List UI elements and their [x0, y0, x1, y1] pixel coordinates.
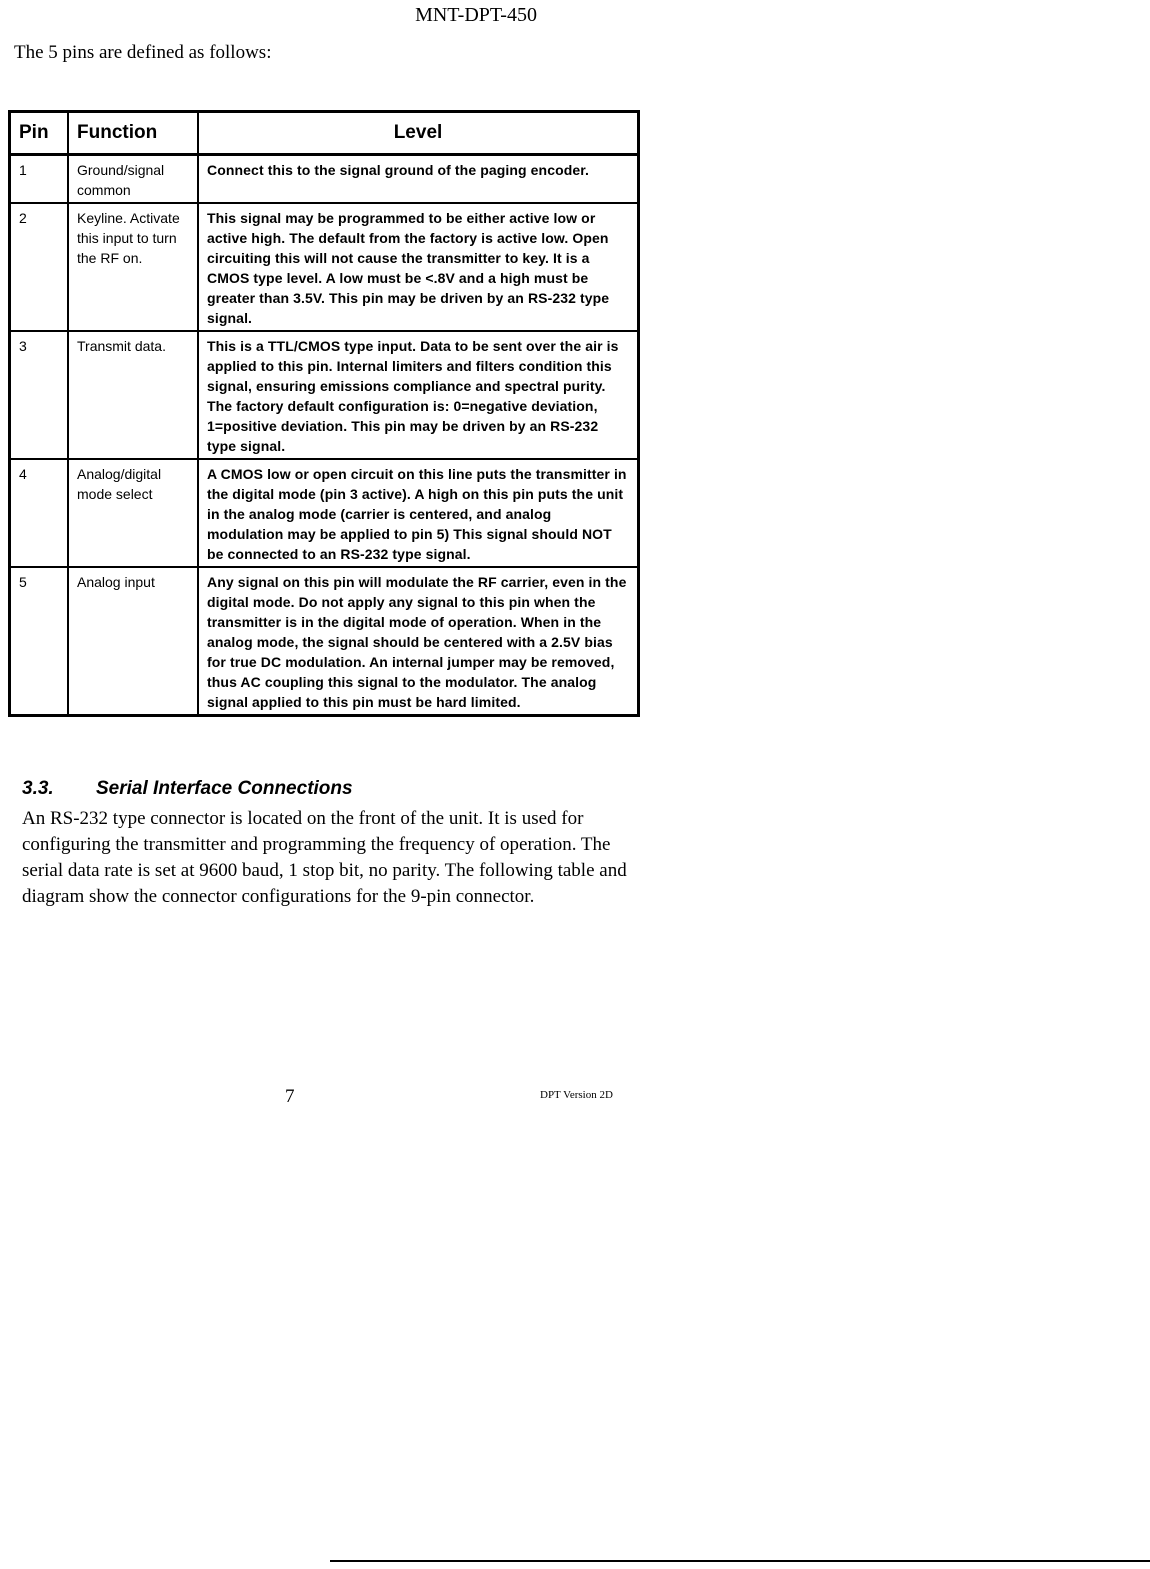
pin-cell: 4 [10, 459, 69, 567]
pin-cell: 2 [10, 203, 69, 331]
page-number: 7 [285, 1086, 295, 1107]
table-row [10, 203, 639, 331]
table-row [10, 567, 639, 716]
section-heading [22, 778, 353, 800]
table-row [10, 459, 639, 567]
function-cell: Transmit data. [68, 331, 198, 459]
section-body: An RS-232 type connector is located on the front of the unit. It is used for configuring the transmitter and programming the frequency of operation. The serial data rate is set at 9600 baud, 1 stop bit, no parity. The following table and diagram show the connector configurations for the 9-pin connector. [22, 808, 627, 907]
intro-text: The 5 pins are defined as follows: [14, 42, 272, 63]
version-label: DPT Version 2D [540, 1089, 613, 1101]
level-cell: A CMOS low or open circuit on this line puts the transmitter in the digital mode (pin 3 active). A high on this pin puts the unit in the analog mode (carrier is centered, and analog modulation may be applied to pin 5) This signal should NOT be connected to an RS-232 type signal. [198, 459, 639, 567]
level-cell: Any signal on this pin will modulate the RF carrier, even in the digital mode. Do not apply any signal to this pin when the transmitter is in the digital mode of operation. When in the analog mode, the signal should be centered with a 2.5V bias for true DC modulation. An internal jumper may be removed, thus AC coupling this signal to the modulator. The analog signal applied to this pin must be hard limited. [198, 567, 639, 716]
function-cell: Ground/signal common [68, 155, 198, 204]
pin-definition-table [8, 110, 640, 717]
column-header-level: Level [198, 112, 639, 155]
column-header-pin: Pin [10, 112, 69, 155]
table-row [10, 155, 639, 204]
section-number: 3.3. [22, 778, 54, 799]
level-cell: Connect this to the signal ground of the paging encoder. [198, 155, 639, 204]
function-cell: Analog input [68, 567, 198, 716]
pin-cell: 3 [10, 331, 69, 459]
pin-cell: 5 [10, 567, 69, 716]
function-cell: Analog/digital mode select [68, 459, 198, 567]
function-cell: Keyline. Activate this input to turn the RF on. [68, 203, 198, 331]
level-cell: This signal may be programmed to be either active low or active high. The default from the factory is active low. Open circuiting this will not cause the transmitter to key. It is a CMOS type level. A low must be <.8V and a high must be greater than 3.5V. This pin may be driven by an RS-232 type signal. [198, 203, 639, 331]
bottom-divider [330, 1560, 1150, 1562]
document-id: MNT-DPT-450 [415, 4, 537, 26]
column-header-function: Function [68, 112, 198, 155]
section-title: Serial Interface Connections [96, 778, 353, 799]
table-header-row [10, 112, 639, 155]
table-row [10, 331, 639, 459]
pin-cell: 1 [10, 155, 69, 204]
level-cell: This is a TTL/CMOS type input. Data to be sent over the air is applied to this pin. Internal limiters and filters condition this signal, ensuring emissions compliance and spectral purity. The factory default configuration is: 0=negative deviation, 1=positive deviation. This pin may be driven by an RS-232 type signal. [198, 331, 639, 459]
